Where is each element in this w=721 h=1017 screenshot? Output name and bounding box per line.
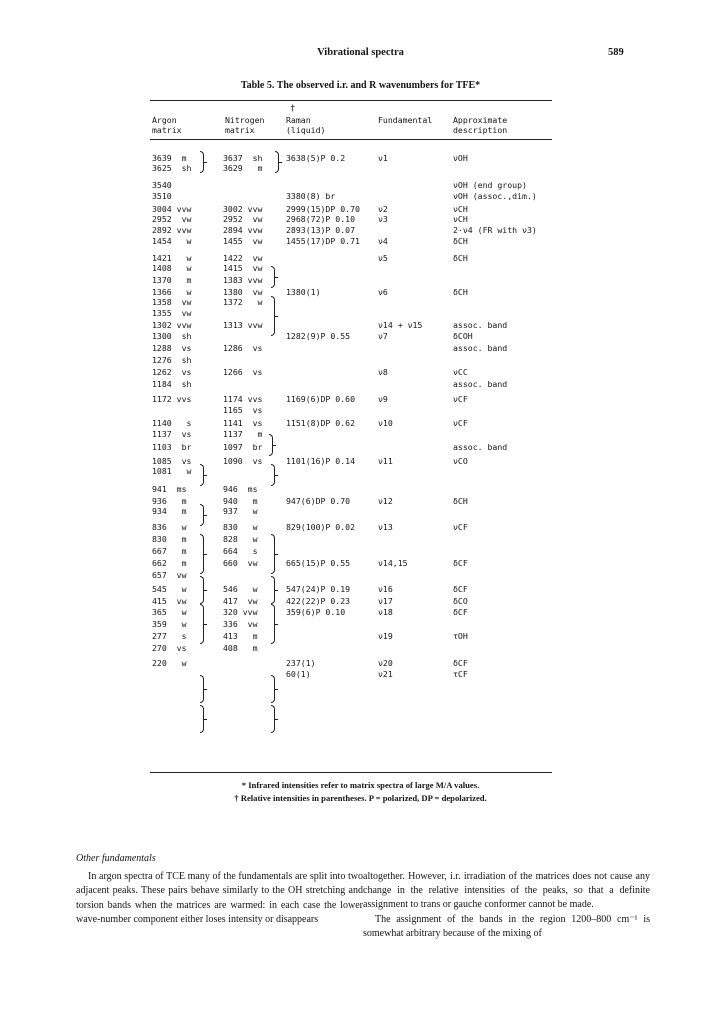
table-cell-argon: 1366 w: [152, 287, 192, 297]
left-paragraph: In argon spectra of TCE many of the fundamentals are split into two adjacent peaks. These pairs behave similarly to the OH stretching and torsion bands when the matrices are warmed: in each case the lower wave-number component either loses intensity or disappears: [76, 871, 363, 925]
brace-nitrogen-4: [269, 434, 273, 456]
brace-nitrogen-2: [271, 266, 275, 288]
table-cell-raman: 1101(16)P 0.14: [286, 456, 356, 466]
table-cell-nitrogen: 3002 vvw: [223, 204, 263, 214]
table-cell-fundamental: ν3: [378, 214, 388, 224]
brace-argon-8: [200, 705, 204, 733]
table-cell-description: δCH: [453, 287, 468, 297]
table-cell-nitrogen: 830 w: [223, 522, 258, 532]
table-cell-argon: 1408 w: [152, 263, 192, 273]
footnote-1: * Infrared intensities refer to matrix spectra of large M/A values.: [241, 780, 480, 790]
table-cell-description: τOH: [453, 631, 468, 641]
table-cell-argon: 941 ms: [152, 484, 187, 494]
table-cell-raman: 1151(8)DP 0.62: [286, 418, 356, 428]
table-cell-description: νOH: [453, 153, 468, 163]
table-cell-description: assoc. band: [453, 442, 508, 452]
table-cell-nitrogen: 828 w: [223, 534, 258, 544]
table-cell-raman: 2999(15)DP 0.70: [286, 204, 360, 214]
brace-argon-3: [200, 504, 204, 526]
table-caption: Table 5. The observed i.r. and R wavenumbers for TFE*: [240, 80, 481, 91]
table-cell-nitrogen: 1090 vs: [223, 456, 263, 466]
table-cell-argon: 667 m: [152, 546, 187, 556]
table-cell-nitrogen: 320 vvw: [223, 607, 258, 617]
right-column: [363, 870, 650, 941]
table-cell-fundamental: ν17: [378, 596, 393, 606]
brace-nitrogen-6: [271, 534, 275, 574]
table-cell-argon: 1355 vw: [152, 308, 192, 318]
header-description-2: description: [453, 125, 508, 135]
table-cell-raman: 947(6)DP 0.70: [286, 496, 351, 506]
table-cell-description: assoc. band: [453, 320, 508, 330]
table-cell-description: νCF: [453, 418, 468, 428]
table-cell-fundamental: ν14 + ν15: [378, 320, 423, 330]
table-cell-description: δCF: [453, 607, 468, 617]
table-cell-fundamental: ν1: [378, 153, 388, 163]
table-cell-raman: 3638(5)P 0.2: [286, 153, 346, 163]
table-cell-nitrogen: 1415 vw: [223, 263, 263, 273]
table-cell-nitrogen: 1422 vw: [223, 253, 263, 263]
table-cell-fundamental: ν5: [378, 253, 388, 263]
header-nitrogen-2: matrix: [225, 125, 255, 135]
brace-nitrogen-9: [271, 675, 275, 703]
running-head-title: Vibrational spectra: [317, 47, 404, 58]
header-nitrogen-1: Nitrogen: [225, 115, 265, 125]
table-cell-nitrogen: 1097 br: [223, 442, 263, 452]
table-cell-argon: 2892 vvw: [152, 225, 192, 235]
header-fundamental: Fundamental: [378, 115, 433, 125]
table-cell-argon: 3510: [152, 191, 172, 201]
table-cell-nitrogen: 664 s: [223, 546, 258, 556]
brace-argon-5: [200, 576, 204, 604]
table-cell-nitrogen: 1383 vvw: [223, 275, 263, 285]
table-cell-argon: 3004 vvw: [152, 204, 192, 214]
table-cell-fundamental: ν10: [378, 418, 393, 428]
header-argon-1: Argon: [152, 115, 177, 125]
table-cell-argon: 836 w: [152, 522, 187, 532]
brace-nitrogen-8: [271, 604, 275, 644]
table-cell-fundamental: ν4: [378, 236, 388, 246]
table-cell-fundamental: ν13: [378, 522, 393, 532]
table-cell-nitrogen: 336 vw: [223, 619, 258, 629]
table-cell-nitrogen: 937 w: [223, 506, 258, 516]
table-cell-description: νCH: [453, 214, 468, 224]
table-cell-nitrogen: 546 w: [223, 584, 258, 594]
table-cell-nitrogen: 417 vw: [223, 596, 258, 606]
table-cell-argon: 1300 sh: [152, 331, 192, 341]
table-cell-argon: 1276 sh: [152, 355, 192, 365]
table-cell-fundamental: ν16: [378, 584, 393, 594]
table-cell-description: δCF: [453, 584, 468, 594]
table-cell-description: δCH: [453, 253, 468, 263]
table-cell-argon: 934 m: [152, 506, 187, 516]
table-cell-argon: 1085 vs: [152, 456, 192, 466]
table-cell-raman: 1455(17)DP 0.71: [286, 236, 360, 246]
footnote-2: † Relative intensities in parentheses. P = polarized, DP = depolarized.: [234, 793, 487, 803]
table-cell-nitrogen: 940 m: [223, 496, 258, 506]
table-cell-raman: 3380(8) br: [286, 191, 336, 201]
table-cell-fundamental: ν6: [378, 287, 388, 297]
table-cell-raman: 359(6)P 0.10: [286, 607, 346, 617]
table-cell-raman: 665(15)P 0.55: [286, 558, 351, 568]
table-cell-argon: 1288 vs: [152, 343, 192, 353]
table-cell-nitrogen: 3629 m: [223, 163, 263, 173]
table-cell-nitrogen: 408 m: [223, 643, 258, 653]
table-cell-raman: 1380(1): [286, 287, 321, 297]
table-cell-argon: 3540: [152, 180, 172, 190]
table-cell-argon: 1140 s: [152, 418, 192, 428]
table-cell-nitrogen: 3637 sh: [223, 153, 263, 163]
brace-nitrogen-10: [271, 705, 275, 733]
right-paragraph-2: The assignment of the bands in the region 1200–800 cm⁻¹ is somewhat arbitrary because of the mixing of: [363, 913, 650, 939]
table-cell-nitrogen: 413 m: [223, 631, 258, 641]
table-cell-description: δCO: [453, 596, 468, 606]
table-cell-argon: 1172 vvs: [152, 394, 192, 404]
table-cell-argon: 3625 sh: [152, 163, 192, 173]
table-cell-argon: 1103 br: [152, 442, 192, 452]
table-cell-argon: 1262 vs: [152, 367, 192, 377]
table-cell-argon: 657 vw: [152, 570, 187, 580]
table-cell-argon: 2952 vw: [152, 214, 192, 224]
table-cell-description: δCOH: [453, 331, 473, 341]
table-cell-argon: 1454 w: [152, 236, 192, 246]
table-cell-argon: 277 s: [152, 631, 187, 641]
table-cell-argon: 1137 vs: [152, 429, 192, 439]
table-cell-description: 2·ν4 (FR with ν3): [453, 225, 537, 235]
table-cell-nitrogen: 1286 vs: [223, 343, 263, 353]
table-cell-argon: 1302 vvw: [152, 320, 192, 330]
table-cell-raman: 60(1): [286, 669, 311, 679]
table-cell-raman: 829(100)P 0.02: [286, 522, 356, 532]
brace-argon-4: [200, 534, 204, 574]
brace-nitrogen-5: [271, 464, 275, 486]
brace-argon-2: [200, 464, 204, 486]
table-cell-description: δCF: [453, 558, 468, 568]
table-cell-description: νOH (end group): [453, 180, 527, 190]
table-cell-nitrogen: 1380 vw: [223, 287, 263, 297]
dagger-mark: †: [290, 104, 296, 114]
table-cell-description: assoc. band: [453, 343, 508, 353]
table-cell-nitrogen: 1266 vs: [223, 367, 263, 377]
table-cell-nitrogen: 1313 vvw: [223, 320, 263, 330]
table-cell-argon: 365 w: [152, 607, 187, 617]
table-cell-nitrogen: 1141 vs: [223, 418, 263, 428]
table-cell-description: νCC: [453, 367, 468, 377]
table-cell-fundamental: ν2: [378, 204, 388, 214]
table-cell-nitrogen: 660 vw: [223, 558, 258, 568]
table-cell-argon: 830 m: [152, 534, 187, 544]
table-cell-argon: 415 vw: [152, 596, 187, 606]
brace-argon-6: [200, 604, 204, 644]
table-cell-raman: 2968(72)P 0.10: [286, 214, 356, 224]
table-cell-argon: 1184 sh: [152, 379, 192, 389]
section-heading: Other fundamentals: [76, 853, 156, 864]
table-cell-argon: 1421 w: [152, 253, 192, 263]
table-cell-nitrogen: 1372 w: [223, 297, 263, 307]
table-cell-argon: 1370 m: [152, 275, 192, 285]
table-cell-fundamental: ν19: [378, 631, 393, 641]
table-cell-description: νOH (assoc.,dim.): [453, 191, 537, 201]
left-column: [76, 852, 363, 927]
brace-nitrogen-1: [275, 151, 279, 173]
table-cell-fundamental: ν14,15: [378, 558, 408, 568]
table-cell-fundamental: ν9: [378, 394, 388, 404]
brace-argon-7: [200, 675, 204, 703]
table-cell-argon: 270 vs: [152, 643, 187, 653]
table-cell-fundamental: ν12: [378, 496, 393, 506]
table-cell-nitrogen: 2952 vw: [223, 214, 263, 224]
table-cell-nitrogen: 2894 vvw: [223, 225, 263, 235]
table-cell-argon: 936 m: [152, 496, 187, 506]
header-argon-2: matrix: [152, 125, 182, 135]
table-cell-argon: 3639 m: [152, 153, 187, 163]
header-raman-1: Raman: [286, 115, 311, 125]
table-cell-description: τCF: [453, 669, 468, 679]
table-cell-fundamental: ν18: [378, 607, 393, 617]
table-cell-fundamental: ν7: [378, 331, 388, 341]
brace-nitrogen-3: [271, 296, 275, 336]
table-cell-argon: 545 w: [152, 584, 187, 594]
table-cell-description: νCO: [453, 456, 468, 466]
table-cell-raman: 422(22)P 0.23: [286, 596, 351, 606]
table-cell-nitrogen: 1174 vvs: [223, 394, 263, 404]
table-cell-raman: 547(24)P 0.19: [286, 584, 351, 594]
brace-argon-1: [200, 151, 204, 173]
page-number: 589: [608, 47, 624, 58]
table-cell-argon: 1081 w: [152, 466, 192, 476]
table-cell-fundamental: ν20: [378, 658, 393, 668]
table-cell-nitrogen: 1165 vs: [223, 405, 263, 415]
table-cell-description: δCH: [453, 496, 468, 506]
table-cell-description: νCH: [453, 204, 468, 214]
table-cell-raman: 1282(9)P 0.55: [286, 331, 351, 341]
header-raman-2: (liquid): [286, 125, 326, 135]
table-cell-nitrogen: 1137 m: [223, 429, 263, 439]
table-cell-argon: 1358 vw: [152, 297, 192, 307]
table-cell-description: assoc. band: [453, 379, 508, 389]
table-cell-description: νCF: [453, 522, 468, 532]
table-cell-nitrogen: 1455 vw: [223, 236, 263, 246]
right-paragraph-1: altogether. However, i.r. irradiation of the matrices does not cause any change in the relative intensities of the peaks, so that a definite assignment to trans or gauche conformer cannot be made.: [363, 871, 650, 911]
table-cell-argon: 662 m: [152, 558, 187, 568]
table-cell-raman: 237(1): [286, 658, 316, 668]
table-cell-argon: 359 w: [152, 619, 187, 629]
table-cell-description: δCF: [453, 658, 468, 668]
header-description-1: Approximate: [453, 115, 508, 125]
table-cell-nitrogen: 946 ms: [223, 484, 258, 494]
brace-nitrogen-7: [271, 576, 275, 604]
table-cell-fundamental: ν21: [378, 669, 393, 679]
table-cell-argon: 220 w: [152, 658, 187, 668]
table-cell-description: δCH: [453, 236, 468, 246]
table-cell-description: νCF: [453, 394, 468, 404]
table-cell-fundamental: ν8: [378, 367, 388, 377]
table-cell-fundamental: ν11: [378, 456, 393, 466]
table-cell-raman: 1169(6)DP 0.60: [286, 394, 356, 404]
table-cell-raman: 2893(13)P 0.07: [286, 225, 356, 235]
